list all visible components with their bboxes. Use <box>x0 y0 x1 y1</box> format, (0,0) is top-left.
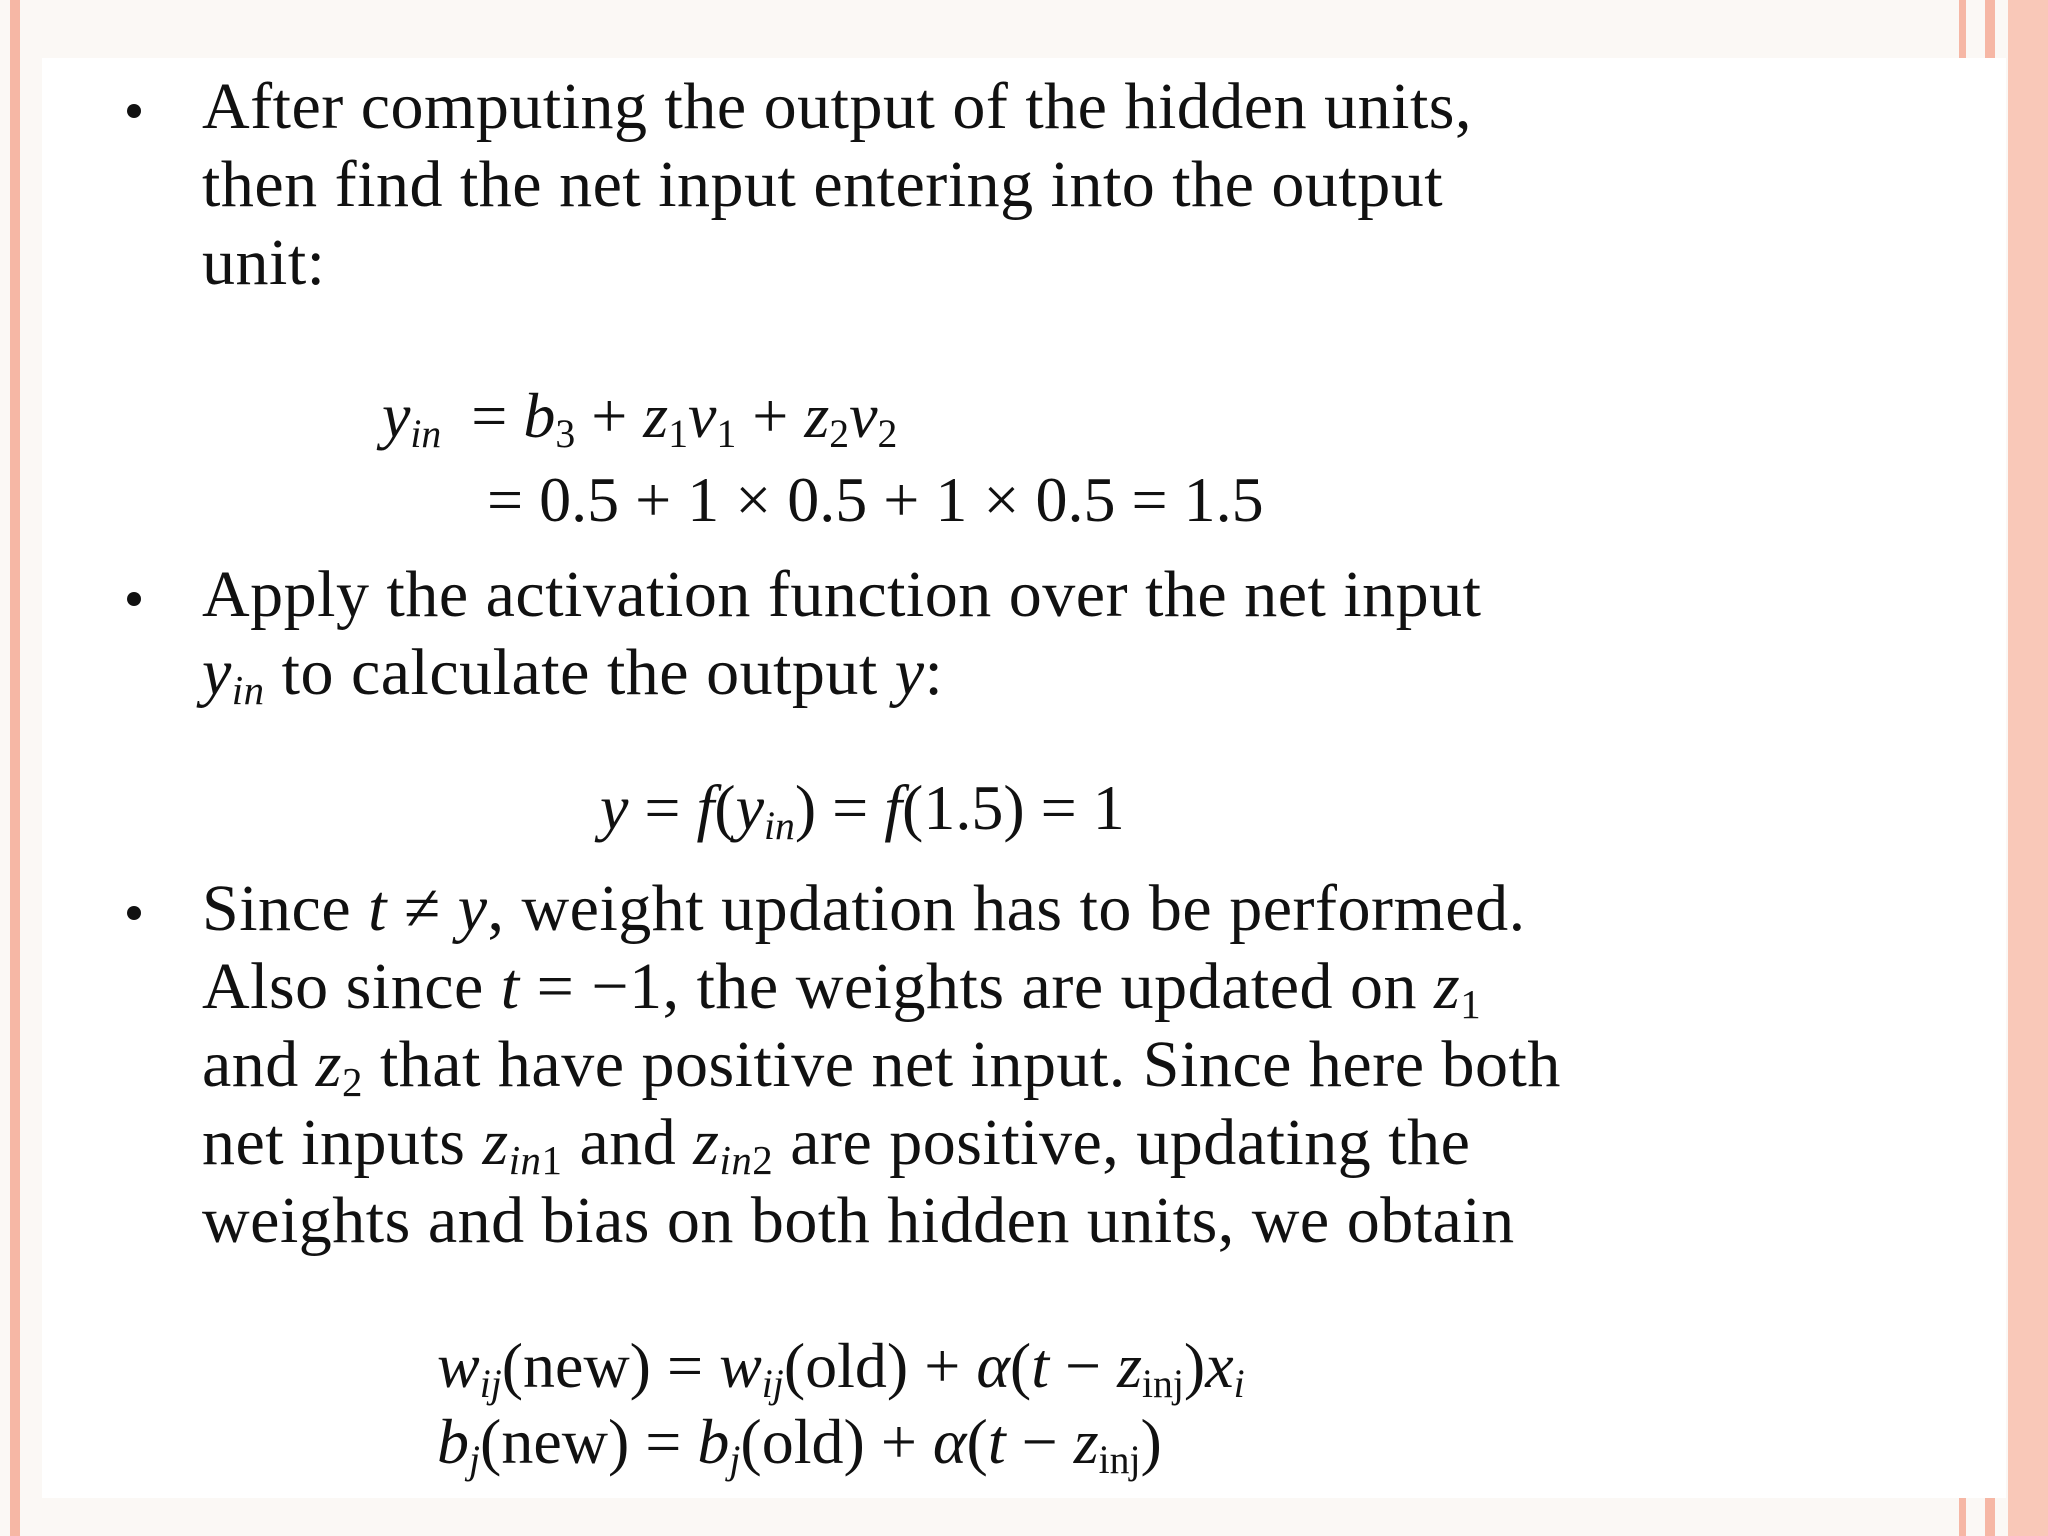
bullet-marker-2 <box>127 592 141 606</box>
bullet-1-line-3: unit: <box>202 226 326 299</box>
bullet-2-line-2: $y_{in}$ to calculate the output y: <box>202 636 944 714</box>
right-accent-rule-wide <box>2008 0 2048 1536</box>
bullet-marker-1 <box>127 104 141 118</box>
bullet-3-line-2: Also since t = −1, the weights are updated on $z_1$ <box>202 950 1482 1028</box>
equation-weight-update: $w_{ij}(new) = w_{ij}(old) + \alpha(t - z_{inj})x_i$ <box>437 1330 1245 1406</box>
equation-yin-line-1: $y_{in} = b_3 + z_1v_1 + z_2v_2$ <box>382 380 898 456</box>
bullet-3-line-3: and $z_2$ that have positive net input. Since here both <box>202 1028 1561 1106</box>
right-accent-rule-mid-bottom <box>1985 1494 1995 1536</box>
bullet-marker-3 <box>127 906 141 920</box>
bullet-1 <box>202 68 1882 302</box>
left-accent-rule <box>10 0 20 1536</box>
equation-yin-line-2: = 0.5 + 1 × 0.5 + 1 × 0.5 = 1.5 <box>487 464 1264 535</box>
bullet-3 <box>202 870 1882 1260</box>
bullet-2 <box>202 556 1882 712</box>
right-accent-rule-thin <box>1959 0 1966 60</box>
bullet-3-line-1: Since t ≠ y, weight updation has to be performed. <box>202 872 1526 945</box>
bullet-1-line-2: then find the net input entering into the output <box>202 148 1444 221</box>
bullet-2-line-1: Apply the activation function over the net input <box>202 558 1482 631</box>
equation-bias-update: $b_j(new) = b_j(old) + \alpha(t - z_{inj})$ <box>437 1406 1162 1482</box>
equation-output-y: $y = f(y_{in}) = f(1.5) = 1$ <box>600 772 1125 848</box>
bullet-3-line-4: net inputs $z_{in1}$ and $z_{in2}$ are positive, updating the <box>202 1106 1471 1184</box>
right-accent-rule-thin-bottom <box>1959 1494 1966 1536</box>
bullet-1-line-1: After computing the output of the hidden units, <box>202 70 1472 143</box>
slide-content <box>42 58 2006 1498</box>
bullet-3-line-5: weights and bias on both hidden units, we obtain <box>202 1184 1515 1257</box>
right-accent-rule-mid <box>1985 0 1995 60</box>
